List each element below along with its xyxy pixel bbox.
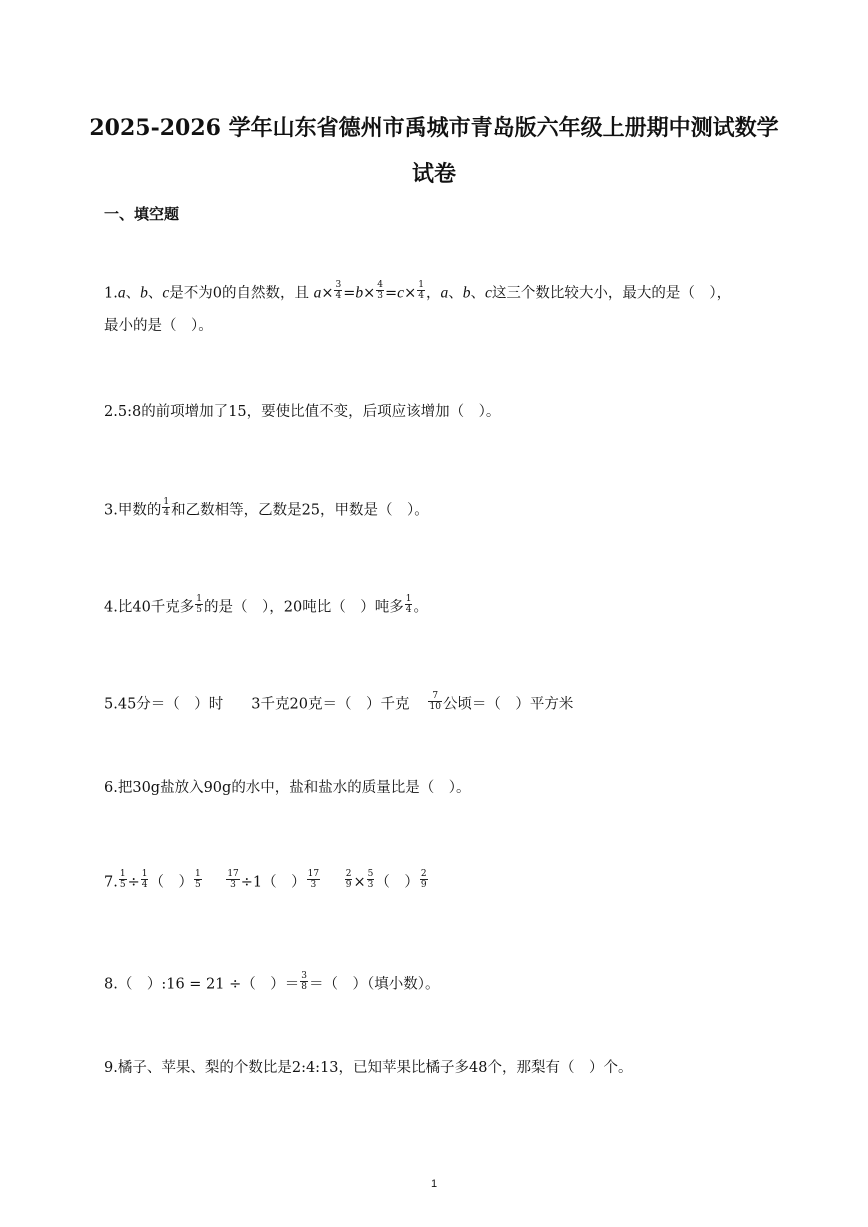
answer-blank: （ ）	[117, 976, 162, 993]
text: 、	[125, 285, 141, 302]
question-number: 9.	[104, 1060, 118, 1076]
expression: :16 = 21 ÷	[161, 976, 242, 993]
operator: ×	[321, 285, 334, 302]
answer-blank: （ ）	[262, 874, 306, 891]
text: ，甲数是（ ）。	[320, 502, 429, 519]
number: 45	[117, 696, 137, 713]
text: ，已知苹果比橘子多	[338, 1060, 470, 1076]
answer-blank: （ ）	[149, 874, 193, 891]
number: 1	[252, 874, 263, 891]
question-2	[104, 402, 500, 422]
fraction: $\frac{7}{10}$	[429, 691, 441, 712]
text: 、	[147, 285, 163, 302]
text: 克＝（ ）千克	[307, 696, 410, 713]
text: 把	[117, 780, 133, 796]
answer-blank: （ ）	[375, 874, 419, 891]
fraction: $\frac{1}{4}$	[141, 869, 148, 890]
text: 千克多	[150, 599, 195, 616]
var-b: b	[355, 284, 364, 302]
question-number: 7.	[104, 874, 118, 891]
operator: ×	[353, 874, 366, 891]
answer-blank: （ ）	[241, 976, 285, 993]
number: 25	[301, 502, 321, 519]
exam-title-line1: 2025-2026 学年山东省德州市禹城市青岛版六年级上册期中测试数学	[89, 115, 779, 141]
fraction: $\frac{3}{4}$	[335, 280, 342, 301]
question-number: 5.	[104, 696, 118, 713]
question-number: 8.	[104, 976, 118, 993]
text: 是不为	[169, 285, 213, 302]
fraction: $\frac{3}{8}$	[301, 971, 307, 992]
ratio: 5:8	[117, 404, 142, 420]
fraction: $\frac{1}{5}$	[119, 869, 126, 890]
operator: =	[385, 285, 398, 302]
text: 千克	[260, 696, 290, 713]
number: 3	[251, 696, 261, 713]
fraction: $\frac{4}{3}$	[377, 280, 384, 301]
var-b: b	[140, 284, 148, 302]
text: 甲数的	[117, 502, 162, 519]
number: 48	[469, 1060, 488, 1076]
fraction: $\frac{1}{5}$	[196, 594, 203, 615]
var-c: c	[484, 284, 492, 302]
question-4	[104, 594, 428, 618]
fraction: $\frac{5}{3}$	[367, 869, 374, 890]
question-3	[104, 497, 429, 521]
question-9	[104, 1058, 632, 1078]
var-c: c	[397, 284, 405, 302]
fraction: $\frac{1}{4}$	[418, 280, 424, 301]
fraction: $\frac{17}{3}$	[227, 869, 239, 890]
text: 这三个数比较大小，最大的是（ ），	[491, 285, 732, 302]
text: 的水中，盐和盐水的质量比是（ ）。	[231, 780, 471, 796]
question-1-line2: 最小的是（ ）。	[104, 318, 213, 334]
text: ，要使比值不变，后项应该增加（ ）。	[246, 404, 501, 420]
fraction: $\frac{1}{4}$	[405, 594, 412, 615]
text: ＝	[284, 976, 300, 993]
quantity: 30g	[132, 780, 161, 796]
number: 20	[283, 599, 303, 616]
var-a: a	[440, 284, 449, 302]
question-number: 3.	[104, 502, 118, 519]
text: 和乙数相等，乙数是	[171, 502, 302, 519]
section-heading-fill-blank: 一、填空题	[104, 205, 180, 223]
text: 、	[448, 285, 463, 302]
question-7	[104, 869, 429, 893]
fraction: $\frac{1}{5}$	[194, 869, 201, 890]
text: 橘子、苹果、梨的个数比是	[117, 1060, 292, 1076]
question-8	[104, 971, 440, 995]
text: ＝（ ）（填小数）。	[309, 976, 440, 993]
text: 吨比（ ）吨多	[302, 599, 404, 616]
var-a: a	[117, 284, 126, 302]
text: 盐放入	[160, 780, 204, 796]
operator: ×	[404, 285, 417, 302]
fraction: $\frac{17}{3}$	[307, 869, 320, 890]
text: 个，那梨有（ ）个。	[487, 1060, 633, 1076]
number: 20	[289, 696, 308, 713]
exam-title-line2: 试卷	[411, 161, 456, 187]
question-6	[104, 778, 471, 798]
text: 的是（ ），	[204, 599, 284, 616]
question-5	[104, 691, 574, 715]
var-c: c	[162, 284, 170, 302]
text: 、	[470, 285, 485, 302]
number: 15	[228, 404, 247, 420]
text: 的前项增加了	[141, 404, 229, 420]
var-a: a	[313, 284, 322, 302]
text: 分＝（ ）时	[136, 696, 224, 713]
var-b: b	[462, 284, 471, 302]
text: 的自然数，且	[221, 285, 309, 302]
text: 。	[413, 599, 428, 616]
question-number: 4.	[104, 599, 118, 616]
operator: ÷	[240, 874, 253, 891]
operator: ÷	[127, 874, 140, 891]
fraction: $\frac{1}{4}$	[163, 497, 170, 518]
question-number: 2.	[104, 404, 118, 420]
fraction: $\frac{2}{9}$	[420, 869, 427, 890]
page-number: 1	[430, 1178, 438, 1190]
text: 公顷＝（ ）平方米	[442, 696, 574, 713]
number: 40	[132, 599, 151, 616]
operator: =	[343, 285, 356, 302]
quantity: 90g	[203, 780, 232, 796]
text: 比	[117, 599, 133, 616]
fraction: $\frac{2}{9}$	[345, 869, 352, 890]
operator: ×	[363, 285, 376, 302]
question-number: 1.	[104, 285, 118, 302]
ratio: 2:4:13	[291, 1060, 339, 1076]
text: ，	[425, 285, 441, 302]
number: 0	[212, 285, 222, 302]
question-1	[104, 280, 732, 304]
question-number: 6.	[104, 780, 118, 796]
